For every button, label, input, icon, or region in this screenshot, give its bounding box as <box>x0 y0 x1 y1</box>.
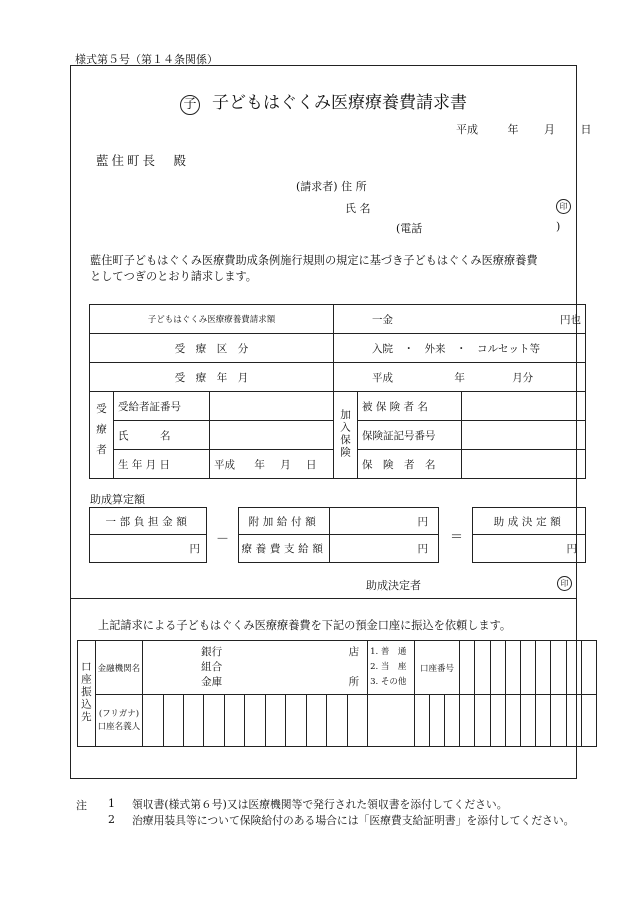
insurance-number-label: 保険証記号番号 <box>358 421 462 450</box>
holder-box[interactable] <box>475 695 490 747</box>
holder-box[interactable] <box>265 695 285 747</box>
patient-id-label: 受給者証番号 <box>114 392 210 421</box>
note-1-number: 1 <box>108 797 115 810</box>
form-title <box>180 88 467 115</box>
note-1-text: 領収書(様式第６号)又は医療機関等で発行された領収書を添付してください。 <box>132 798 508 811</box>
claimant-address-label <box>296 178 367 194</box>
holder-box[interactable] <box>327 695 347 747</box>
insured-name-field[interactable] <box>462 392 586 421</box>
holder-box[interactable] <box>204 695 224 747</box>
holder-box[interactable] <box>286 695 306 747</box>
medical-benefit-field[interactable]: 円 <box>329 534 439 563</box>
claimant-name-label: 氏 名 <box>345 202 371 215</box>
holder-box[interactable] <box>460 695 475 747</box>
extra-benefit-field[interactable]: 円 <box>329 507 439 535</box>
holder-box[interactable] <box>347 695 367 747</box>
decision-amount-field[interactable]: 円 <box>472 534 586 563</box>
holder-box[interactable] <box>368 695 415 747</box>
ko-mark-icon: 子 <box>180 95 200 115</box>
holder-box[interactable] <box>536 695 551 747</box>
holder-box[interactable] <box>163 695 183 747</box>
account-number-label: 口座番号 <box>414 641 460 695</box>
holder-box[interactable] <box>566 695 581 747</box>
note-2-number: 2 <box>108 813 115 826</box>
address-label: 住 所 <box>341 180 367 193</box>
bank-group-label: 口座振込先 <box>78 641 96 747</box>
holder-box[interactable] <box>551 695 566 747</box>
claim-amount-prefix: 一金 <box>372 313 393 326</box>
holder-box[interactable] <box>490 695 505 747</box>
category-value[interactable]: 入院 ・ 外来 ・ コルセット等 <box>334 334 586 363</box>
holder-label: (フリガナ) 口座名義人 <box>95 695 142 747</box>
equals-sign: ＝ <box>450 530 464 545</box>
date-day: 日 <box>580 123 592 136</box>
account-type-options[interactable]: 1. 普 通 2. 当 座 3. その他 <box>368 641 415 695</box>
holder-box[interactable] <box>143 695 163 747</box>
date-line <box>456 121 592 137</box>
partial-amount-field[interactable]: 円 <box>89 534 207 563</box>
calc-heading: 助成算定額 <box>90 493 145 506</box>
period-label: 受 療 年 月 <box>90 363 334 392</box>
insurer-name-field[interactable] <box>462 450 586 479</box>
claim-amount-label: 子どもはぐくみ医療療養費請求額 <box>90 305 334 334</box>
insurance-number-field[interactable] <box>462 421 586 450</box>
note-2-text: 治療用装具等について保険給付のある場合には「医療費支給証明書」を添付してください。 <box>132 814 575 827</box>
holder-box[interactable] <box>429 695 444 747</box>
holder-box[interactable] <box>184 695 204 747</box>
date-month: 月 <box>544 123 555 136</box>
partial-amount-label: 一部負担金額 <box>89 507 207 535</box>
minus-sign: － <box>216 532 230 547</box>
notes-label: 注 <box>76 799 87 812</box>
account-digit-3[interactable] <box>490 641 505 695</box>
claim-amount-field[interactable] <box>334 305 586 334</box>
holder-box[interactable] <box>245 695 265 747</box>
decider-seal-icon: 印 <box>557 576 572 591</box>
body-text-line-1: 藍住町子どもはぐくみ医療費助成条例施行規則の規定に基づき子どもはぐくみ医療療養費 <box>90 254 538 267</box>
holder-box[interactable] <box>520 695 535 747</box>
account-digit-8[interactable] <box>566 641 581 695</box>
phone-close: ) <box>556 220 561 233</box>
account-digit-5[interactable] <box>520 641 535 695</box>
claimant-label: (請求者) <box>296 180 338 193</box>
patient-name-label: 氏 名 <box>114 421 210 450</box>
account-digit-7[interactable] <box>551 641 566 695</box>
account-digit-1[interactable] <box>460 641 475 695</box>
account-digit-2[interactable] <box>475 641 490 695</box>
form-reference: 様式第５号（第１４条関係） <box>75 53 218 66</box>
holder-box[interactable] <box>306 695 326 747</box>
institution-field[interactable]: 銀行 店 組合 金庫 所 <box>143 641 368 695</box>
extra-benefit-label: 附加給付額 <box>238 507 330 535</box>
claimant-seal-icon: 印 <box>556 199 571 214</box>
institution-label: 金融機関名 <box>95 641 142 695</box>
title-text: 子どもはぐくみ医療療養費請求書 <box>212 93 467 113</box>
insurer-name-label: 保 険 者 名 <box>358 450 462 479</box>
insurance-group-label: 加入保険 <box>334 392 358 479</box>
holder-box[interactable] <box>445 695 460 747</box>
holder-box[interactable] <box>224 695 244 747</box>
decision-amount-label: 助成決定額 <box>472 507 586 535</box>
account-digit-4[interactable] <box>505 641 520 695</box>
bank-table <box>77 640 597 747</box>
patient-id-field[interactable] <box>210 392 334 421</box>
patient-group-label: 受療者 <box>90 392 114 479</box>
holder-box[interactable] <box>505 695 520 747</box>
claim-table <box>89 304 586 479</box>
date-era: 平成 <box>456 123 478 136</box>
birth-date-label: 生 年 月 日 <box>114 450 210 479</box>
birth-date-field[interactable]: 平成 年 月 日 <box>210 450 334 479</box>
account-digit-9[interactable] <box>581 641 596 695</box>
bank-intro: 上記請求による子どもはぐくみ医療療養費を下記の預金口座に振込を依頼します。 <box>98 619 512 632</box>
body-text-line-2: としてつぎのとおり請求します。 <box>90 270 257 283</box>
patient-name-field[interactable] <box>210 421 334 450</box>
phone-open: (電話 <box>396 222 423 235</box>
category-label: 受 療 区 分 <box>90 334 334 363</box>
section-divider <box>70 598 576 599</box>
addressee: 藍住町長 殿 <box>96 153 190 168</box>
account-digit-6[interactable] <box>536 641 551 695</box>
holder-box[interactable] <box>581 695 596 747</box>
holder-box[interactable] <box>414 695 429 747</box>
period-value[interactable]: 平成 年 月分 <box>334 363 586 392</box>
date-year: 年 <box>507 123 519 136</box>
medical-benefit-label: 療養費支給額 <box>238 534 330 563</box>
decider-label: 助成決定者 <box>366 579 421 592</box>
claim-amount-suffix: 円也 <box>560 313 581 326</box>
insured-name-label: 被 保 険 者 名 <box>358 392 462 421</box>
